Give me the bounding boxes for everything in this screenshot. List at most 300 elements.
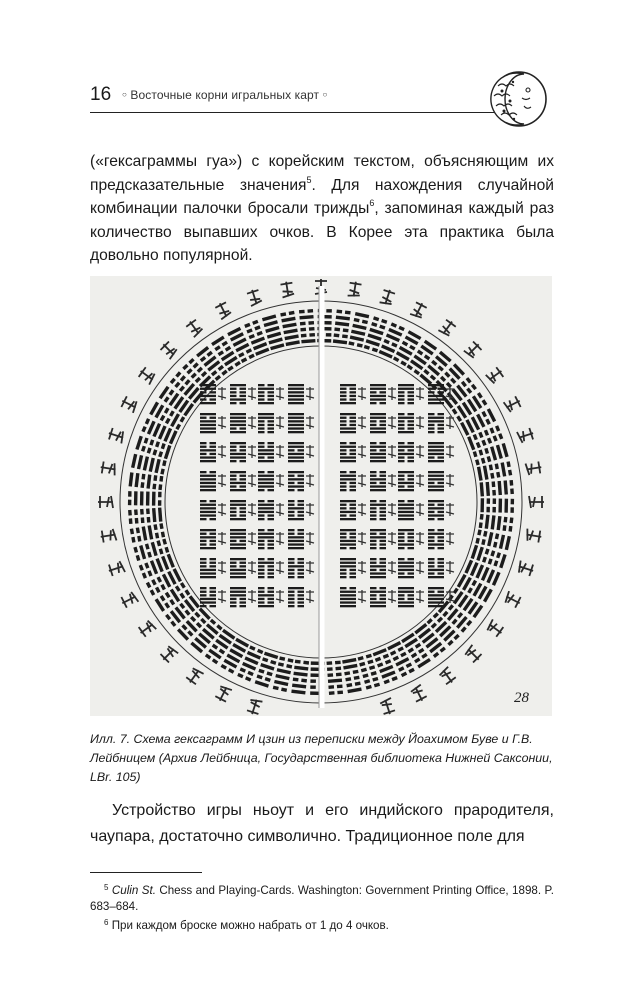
yin-line: [438, 547, 445, 549]
yin-line: [230, 605, 237, 607]
yang-line: [398, 431, 414, 433]
yin-line: [258, 572, 265, 574]
yin-line: [398, 442, 405, 444]
yang-line: [230, 533, 246, 535]
yang-line: [258, 536, 274, 538]
yin-line: [398, 427, 405, 429]
yin-line: [479, 522, 483, 528]
yin-line: [428, 572, 435, 574]
yin-line: [438, 529, 445, 531]
yin-line: [268, 395, 275, 397]
yin-line: [370, 547, 377, 549]
yin-line: [340, 485, 347, 487]
yin-line: [258, 384, 265, 386]
yin-line: [380, 569, 387, 571]
paragraph-1-part-1: («гексаграммы гуа») с корейским текстом, объясняющим их предсказательные значения: [90, 153, 554, 194]
yang-line: [200, 460, 216, 462]
yin-line: [268, 420, 275, 422]
yin-line: [288, 558, 295, 560]
yin-line: [300, 328, 306, 332]
yin-line: [428, 591, 435, 593]
yang-line: [200, 601, 216, 603]
yin-line: [210, 605, 217, 607]
yin-line: [380, 518, 387, 520]
yang-line: [200, 431, 216, 433]
yin-line: [210, 558, 217, 560]
yin-line: [510, 488, 514, 494]
yin-line: [438, 562, 445, 564]
yin-line: [140, 509, 144, 515]
yin-line: [268, 572, 275, 574]
yin-line: [340, 572, 347, 574]
yin-line: [408, 547, 415, 549]
yin-line: [335, 667, 341, 671]
yin-line: [200, 453, 207, 455]
footnote-6: [90, 915, 554, 934]
yin-line: [268, 456, 275, 458]
yin-line: [288, 482, 295, 484]
yang-line: [340, 558, 356, 560]
yang-line: [398, 562, 414, 564]
yin-line: [268, 446, 275, 448]
yin-line: [200, 562, 207, 564]
yang-line: [398, 569, 414, 571]
yin-line: [438, 427, 445, 429]
yang-line: [200, 420, 216, 422]
yang-line: [288, 391, 304, 393]
yang-line: [200, 529, 216, 531]
yin-line: [492, 490, 496, 496]
footnote-5: [90, 880, 554, 915]
yin-line: [240, 391, 247, 393]
yin-line: [240, 388, 247, 390]
yin-line: [301, 679, 307, 683]
yin-line: [268, 576, 275, 578]
yin-line: [298, 514, 305, 516]
yin-line: [328, 685, 334, 689]
yin-line: [258, 598, 265, 600]
yang-line: [200, 489, 216, 491]
yang-line: [370, 413, 386, 415]
yang-line: [230, 453, 246, 455]
yin-line: [398, 449, 405, 451]
yin-line: [298, 475, 305, 477]
yin-line: [340, 471, 347, 473]
yin-line: [350, 547, 357, 549]
yin-line: [288, 475, 295, 477]
yang-line: [230, 471, 246, 473]
yang-line: [428, 460, 444, 462]
running-title-text: Восточные корни игральных карт: [130, 88, 320, 102]
yang-line: [370, 485, 386, 487]
yang-line: [428, 471, 444, 473]
yin-line: [380, 482, 387, 484]
footnote-rule: [90, 872, 202, 873]
yin-line: [268, 398, 275, 400]
yang-line: [370, 384, 386, 386]
yin-line: [492, 481, 496, 487]
yin-line: [438, 572, 445, 574]
yin-line: [200, 500, 207, 502]
yin-line: [268, 384, 275, 386]
yang-line: [230, 536, 246, 538]
yang-line: [370, 478, 386, 480]
yang-line: [146, 492, 150, 506]
yang-line: [370, 427, 386, 429]
yin-line: [337, 690, 343, 694]
yin-line: [159, 476, 163, 482]
footnote-mark: 5: [104, 883, 109, 892]
yang-line: [428, 594, 444, 596]
yin-line: [298, 569, 305, 571]
yang-line: [230, 420, 246, 422]
yin-line: [230, 391, 237, 393]
yin-line: [268, 518, 275, 520]
paragraph-1: [90, 150, 554, 268]
yin-line: [258, 576, 265, 578]
yin-line: [268, 489, 275, 491]
yang-line: [230, 543, 246, 545]
yin-line: [258, 518, 265, 520]
yang-line: [230, 489, 246, 491]
yin-line: [398, 500, 405, 502]
yin-line: [258, 442, 265, 444]
yang-line: [288, 427, 304, 429]
yin-line: [438, 431, 445, 433]
yin-line: [240, 511, 247, 513]
yang-line: [428, 507, 444, 509]
yin-line: [327, 667, 333, 671]
yin-line: [438, 558, 445, 560]
yin-line: [298, 449, 305, 451]
yang-line: [200, 449, 216, 451]
yin-line: [210, 587, 217, 589]
yin-line: [210, 417, 217, 419]
yang-line: [398, 543, 414, 545]
yang-line: [258, 605, 274, 607]
yang-line: [200, 514, 216, 516]
yin-line: [370, 482, 377, 484]
yin-line: [210, 391, 217, 393]
yin-line: [398, 475, 405, 477]
yin-line: [408, 594, 415, 596]
yang-line: [370, 398, 386, 400]
yin-line: [230, 402, 237, 404]
yin-line: [258, 565, 265, 567]
header-rule: [90, 112, 500, 113]
yin-line: [298, 605, 305, 607]
yin-line: [398, 460, 405, 462]
yin-line: [210, 594, 217, 596]
yin-line: [210, 533, 217, 535]
yang-line: [258, 449, 274, 451]
yin-line: [258, 431, 265, 433]
yang-line: [258, 533, 274, 535]
yin-line: [240, 478, 247, 480]
figure-caption: Илл. 7. Схема гексаграмм И цзин из переписки между Йоахимом Буве и Г.В. Лейбницем (Архив Лейбница, Государственная библиотека Нижней Саксонии, LBr. 105): [90, 732, 553, 784]
yin-line: [210, 562, 217, 564]
footnote-text: Chess and Playing-Cards. Washington: Government Printing Office, 1898. P. 683–684.: [90, 884, 554, 913]
manuscript-page-number: 28: [514, 690, 529, 706]
yin-line: [370, 569, 377, 571]
yin-line: [438, 482, 445, 484]
yang-line: [230, 529, 246, 531]
yang-line: [288, 565, 304, 567]
yin-line: [258, 489, 265, 491]
yang-line: [398, 601, 414, 603]
yang-line: [200, 475, 216, 477]
yin-line: [438, 456, 445, 458]
yang-line: [428, 601, 444, 603]
yin-line: [408, 485, 415, 487]
yin-line: [511, 499, 515, 505]
yang-line: [288, 518, 304, 520]
yang-line: [428, 500, 444, 502]
yin-line: [370, 598, 377, 600]
yin-line: [408, 536, 415, 538]
yang-line: [152, 492, 156, 506]
yin-line: [210, 442, 217, 444]
yang-line: [428, 453, 444, 455]
yin-line: [268, 547, 275, 549]
yin-line: [340, 442, 347, 444]
yang-line: [288, 587, 304, 589]
yang-line: [200, 395, 216, 397]
yin-line: [480, 514, 484, 520]
yang-line: [230, 442, 246, 444]
yin-line: [380, 587, 387, 589]
yin-line: [342, 334, 348, 338]
paragraph-2: Устройство игры ньоут и его индийского прародителя, чаупара, достаточно символично. Традиционное поле для: [90, 802, 554, 845]
yin-line: [288, 489, 295, 491]
yang-line: [200, 456, 216, 458]
yin-line: [258, 540, 265, 542]
footnote-ref-5[interactable]: 5: [306, 174, 312, 185]
yin-line: [268, 543, 275, 545]
yang-line: [428, 442, 444, 444]
yin-line: [240, 540, 247, 542]
yin-line: [340, 576, 347, 578]
yang-line: [398, 384, 414, 386]
yang-line: [398, 565, 414, 567]
yang-line: [370, 605, 386, 607]
yang-line: [428, 485, 444, 487]
yin-line: [380, 562, 387, 564]
yin-line: [258, 558, 265, 560]
yang-line: [200, 413, 216, 415]
yang-line: [140, 491, 144, 505]
yin-line: [428, 511, 435, 513]
yang-line: [428, 449, 444, 451]
yin-line: [428, 536, 435, 538]
yin-line: [268, 569, 275, 571]
yin-line: [230, 601, 237, 603]
yin-line: [303, 661, 309, 665]
yin-line: [200, 398, 207, 400]
yin-line: [370, 391, 377, 393]
yin-line: [398, 598, 405, 600]
yin-line: [258, 529, 265, 531]
yin-line: [288, 511, 295, 513]
yin-line: [240, 395, 247, 397]
yin-line: [408, 442, 415, 444]
yin-line: [428, 547, 435, 549]
yang-line: [428, 514, 444, 516]
yang-line: [288, 507, 304, 509]
yin-line: [240, 449, 247, 451]
yang-line: [480, 498, 484, 512]
yin-line: [268, 427, 275, 429]
yin-line: [335, 661, 341, 665]
yin-line: [428, 413, 435, 415]
yang-line: [200, 576, 216, 578]
yin-line: [326, 309, 332, 313]
yin-line: [380, 514, 387, 516]
yin-line: [158, 500, 162, 506]
yang-line: [370, 572, 386, 574]
yin-line: [326, 333, 332, 337]
yin-line: [508, 526, 512, 532]
yin-line: [350, 536, 357, 538]
yin-line: [438, 536, 445, 538]
yang-line: [428, 543, 444, 545]
yang-line: [258, 388, 274, 390]
yang-line: [288, 420, 304, 422]
yang-line: [230, 431, 246, 433]
yin-line: [350, 471, 357, 473]
yin-line: [398, 478, 405, 480]
yang-line: [398, 453, 414, 455]
yang-line: [200, 427, 216, 429]
yin-line: [288, 594, 295, 596]
yin-line: [298, 594, 305, 596]
yin-line: [230, 475, 237, 477]
yang-line: [288, 540, 304, 542]
yang-line: [370, 576, 386, 578]
yin-line: [408, 475, 415, 477]
yin-line: [380, 424, 387, 426]
yin-line: [340, 420, 347, 422]
yin-line: [268, 558, 275, 560]
yin-line: [408, 500, 415, 502]
yin-line: [200, 518, 207, 520]
yang-line: [200, 482, 216, 484]
yin-line: [200, 591, 207, 593]
yin-line: [310, 679, 316, 683]
yin-line: [258, 456, 265, 458]
yin-line: [240, 514, 247, 516]
yang-line: [340, 518, 356, 520]
yin-line: [298, 489, 305, 491]
yin-line: [408, 402, 415, 404]
yin-line: [350, 398, 357, 400]
yin-line: [258, 420, 265, 422]
yang-line: [428, 598, 444, 600]
yang-line: [258, 511, 274, 513]
yang-line: [340, 384, 356, 386]
yang-line: [258, 475, 274, 477]
yang-line: [398, 507, 414, 509]
yin-line: [200, 417, 207, 419]
yin-line: [295, 660, 301, 664]
yin-line: [380, 391, 387, 393]
yin-line: [326, 661, 332, 665]
yang-line: [200, 536, 216, 538]
yang-line: [258, 478, 274, 480]
yin-line: [350, 395, 357, 397]
yin-line: [428, 388, 435, 390]
yang-line: [340, 543, 356, 545]
yang-line: [288, 442, 304, 444]
yin-line: [370, 514, 377, 516]
yang-line: [428, 533, 444, 535]
yin-line: [288, 562, 295, 564]
yang-line: [398, 514, 414, 516]
yin-line: [288, 500, 295, 502]
footnote-ref-6[interactable]: 6: [369, 198, 375, 208]
yang-line: [398, 446, 414, 448]
yin-line: [128, 500, 132, 506]
yin-line: [288, 504, 295, 506]
yang-line: [258, 594, 274, 596]
yang-line: [230, 482, 246, 484]
yin-line: [370, 424, 377, 426]
yang-line: [200, 402, 216, 404]
yin-line: [408, 413, 415, 415]
yang-line: [288, 388, 304, 390]
yin-line: [334, 333, 340, 337]
hexagram-circle-diagram-icon: [90, 276, 552, 716]
yang-line: [288, 402, 304, 404]
yin-line: [210, 446, 217, 448]
yin-line: [298, 576, 305, 578]
paragraph-1-part-2: . Для нахождения случайной комбинации палочки бросали трижды: [90, 176, 554, 217]
yang-line: [398, 605, 414, 607]
footnote-text: При каждом броске можно набрать от 1 до 4 очков.: [111, 919, 389, 932]
yin-line: [128, 491, 132, 497]
yin-line: [128, 510, 132, 516]
yang-line: [340, 511, 356, 513]
yin-line: [398, 391, 405, 393]
yin-line: [350, 485, 357, 487]
yin-line: [438, 511, 445, 513]
yang-line: [340, 598, 356, 600]
yang-line: [398, 518, 414, 520]
yin-line: [340, 482, 347, 484]
yang-line: [200, 384, 216, 386]
yin-line: [230, 388, 237, 390]
yin-line: [258, 569, 265, 571]
yin-line: [340, 449, 347, 451]
yang-line: [230, 587, 246, 589]
yin-line: [350, 388, 357, 390]
yin-line: [230, 485, 237, 487]
yang-line: [340, 460, 356, 462]
yin-line: [398, 533, 405, 535]
yin-line: [134, 509, 138, 515]
yin-line: [398, 413, 405, 415]
yin-line: [200, 543, 207, 545]
yin-line: [210, 543, 217, 545]
yin-line: [340, 536, 347, 538]
yang-line: [340, 402, 356, 404]
yin-line: [350, 587, 357, 589]
yin-line: [350, 453, 357, 455]
yang-line: [230, 413, 246, 415]
yin-line: [258, 395, 265, 397]
yang-line: [504, 499, 508, 513]
yin-line: [301, 334, 307, 338]
